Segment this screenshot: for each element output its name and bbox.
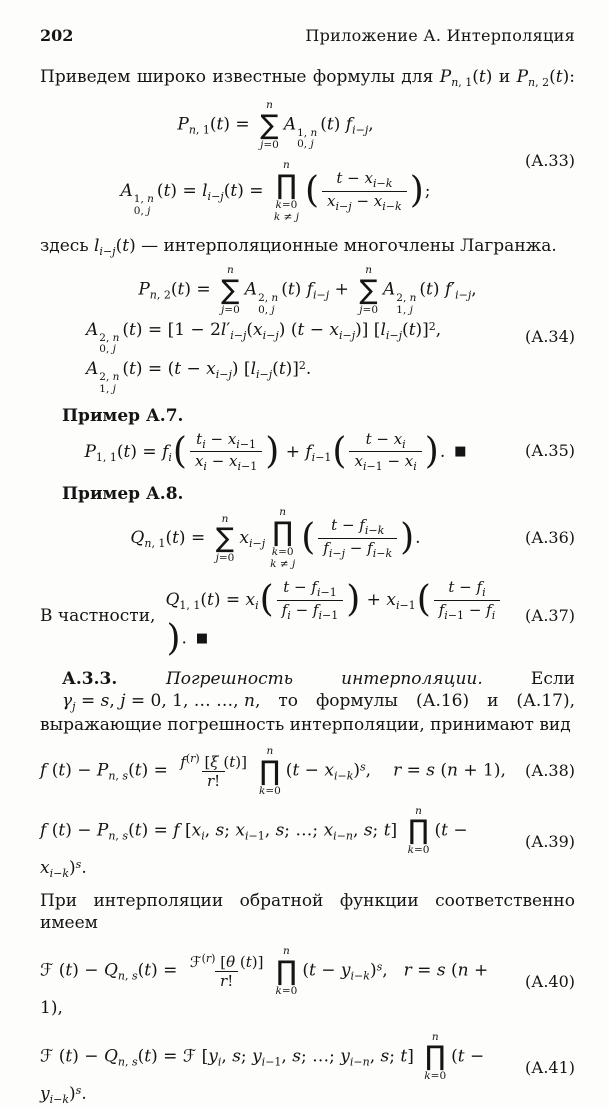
intro-and: и xyxy=(492,66,517,87)
intro-paragraph xyxy=(40,66,575,90)
math-pn2: $P_{n, 2}(t)$: xyxy=(516,66,575,89)
equation-a41: ℱ $(t) - Q_{n, s}(t)$ = ℱ [$y_i$, s; $y_{i-1}$, s; …; $y_{i-n}$, s; t] n ∏ k=0 $(t - y_{i-k})^s$. (А.41) xyxy=(40,1030,575,1106)
equation-a36: $Q_{n, 1}(t)$ = n ∑ j=0 $x_{i-j}$ n ∏ k=0 k ≠ j ( $\frac{t - f_{i-k}}{f_{i-j} - f_{i-k}}$ ). (А.36) xyxy=(130,506,575,571)
running-title: Приложение А. Интерполяция xyxy=(305,26,575,45)
page-header xyxy=(40,26,575,47)
equation-a40: ℱ $(t) - Q_{n, s}(t)$ = $\frac{ℱ^{(r)} [\theta (t)]}{r!}$ n ∏ k=0 $(t - y_{i-k})^s$, r = s (n + 1), (А.40) xyxy=(40,945,575,1019)
math-gamma: $\gamma_j = s$, j = 0, 1, … …, n xyxy=(62,691,255,713)
equation-a38: f $(t) - P_{n, s}(t)$ = $\frac{f^{(r)} [\xi (t)]}{r!}$ n ∏ k=0 $(t - x_{i-k})^s$, r = s (n + 1), (А.38) xyxy=(40,745,575,797)
equation-label-a41: (А.41) xyxy=(524,1058,575,1078)
equation-label-a38: (А.38) xyxy=(524,761,575,781)
equation-label-a37: (А.37) xyxy=(524,606,575,626)
equation-a39: f $(t) - P_{n, s}(t) = f$ [$x_i$, s; $x_{i-1}$, s; …; $x_{i-n}$, s; t] n ∏ k=0 $(t - x_{i-k})^s$. (А.39) xyxy=(40,804,575,880)
lagrange-note-before: здесь xyxy=(40,236,94,257)
equation-label-a33: (А.33) xyxy=(524,151,575,171)
equation-a34-line1: $P_{n, 2}(t)$ = n ∑ j=0 A 2, n 0, j (t) $f_{i-j}$ + n ∑ j=0 A 2, n 1, j (t) $f'_{i-j}$, xyxy=(138,264,477,316)
math-pn1: $P_{n, 1}(t)$ xyxy=(439,66,493,89)
section-title: Погрешность интерполяции. xyxy=(165,668,531,689)
equation-a35: $P_{1, 1}(t) = f_i$( $\frac{t_i - x_{i-1}}{x_i - x_{i-1}}$ ) + $f_{i-1}$( $\frac{t - x_i}{x_{i-1} - x_i}$ ). ■ (А.35) xyxy=(84,429,575,474)
example-a7-heading: Пример А.7. xyxy=(62,405,184,426)
lagrange-note-after: — интерполяционные многочлены Лагранжа. xyxy=(135,236,557,257)
equation-a37: В частности, $Q_{1, 1}(t) = x_i$( $\frac{t - f_{i-1}}{f_i - f_{i-1}}$ ) + $x_{i-1}$( $\frac{t - f_i}{f_{i-1} - f_i}$ ). ■ (А.37) xyxy=(40,578,575,659)
equation-label-a35: (А.35) xyxy=(524,441,575,461)
equation-label-a39: (А.39) xyxy=(524,832,575,852)
math-lij: $l_{i-j}(t)$ xyxy=(93,236,136,259)
section-number: А.3.3. xyxy=(62,668,166,689)
equation-a34-line2: A 2, n 0, j $(t) = [1 - 2l'_{i-j}(x_{i-j}) (t - x_{i-j})]$ $[l_{i-j}(t)]^2$, (А.34) xyxy=(86,319,575,356)
equation-a34-line3: A 2, n 1, j $(t) = (t - x_{i-j})$ $[l_{i-j}(t)]^2$. xyxy=(86,359,312,395)
equation-label-a34: (А.34) xyxy=(524,326,575,346)
in-particular-text: В частности, xyxy=(40,606,156,627)
equation-a33-line2: A 1, n 0, j $(t) = l_{i-j}(t)$ = n ∏ k=0 k ≠ j ( $\frac{t - x_{i-k}}{x_{i-j} - x_{i-k}}$ ); xyxy=(120,159,431,224)
lagrange-note xyxy=(40,235,575,259)
equation-a33-line1: $P_{n, 1}(t)$ = n ∑ j=0 A 1, n 0, j (t) $f_{i-j}$, xyxy=(177,99,374,151)
equation-a34 xyxy=(40,264,575,395)
section-rest: , то формулы (А.16) и (А.17), выражающие погрешность интерполяции, принимают вид xyxy=(40,691,575,736)
section-a33-paragraph xyxy=(40,668,575,736)
equation-label-a36: (А.36) xyxy=(524,528,575,548)
intro-text: Приведем широко известные формулы для xyxy=(40,66,440,87)
example-a8-heading: Пример А.8. xyxy=(62,484,184,505)
inverse-function-line: При интерполяции обратной функции соответственно имеем xyxy=(40,891,575,934)
section-if: Если xyxy=(530,668,575,689)
equation-label-a40: (А.40) xyxy=(524,971,575,991)
page-number: 202 xyxy=(40,26,74,45)
equation-a33 xyxy=(40,99,575,224)
